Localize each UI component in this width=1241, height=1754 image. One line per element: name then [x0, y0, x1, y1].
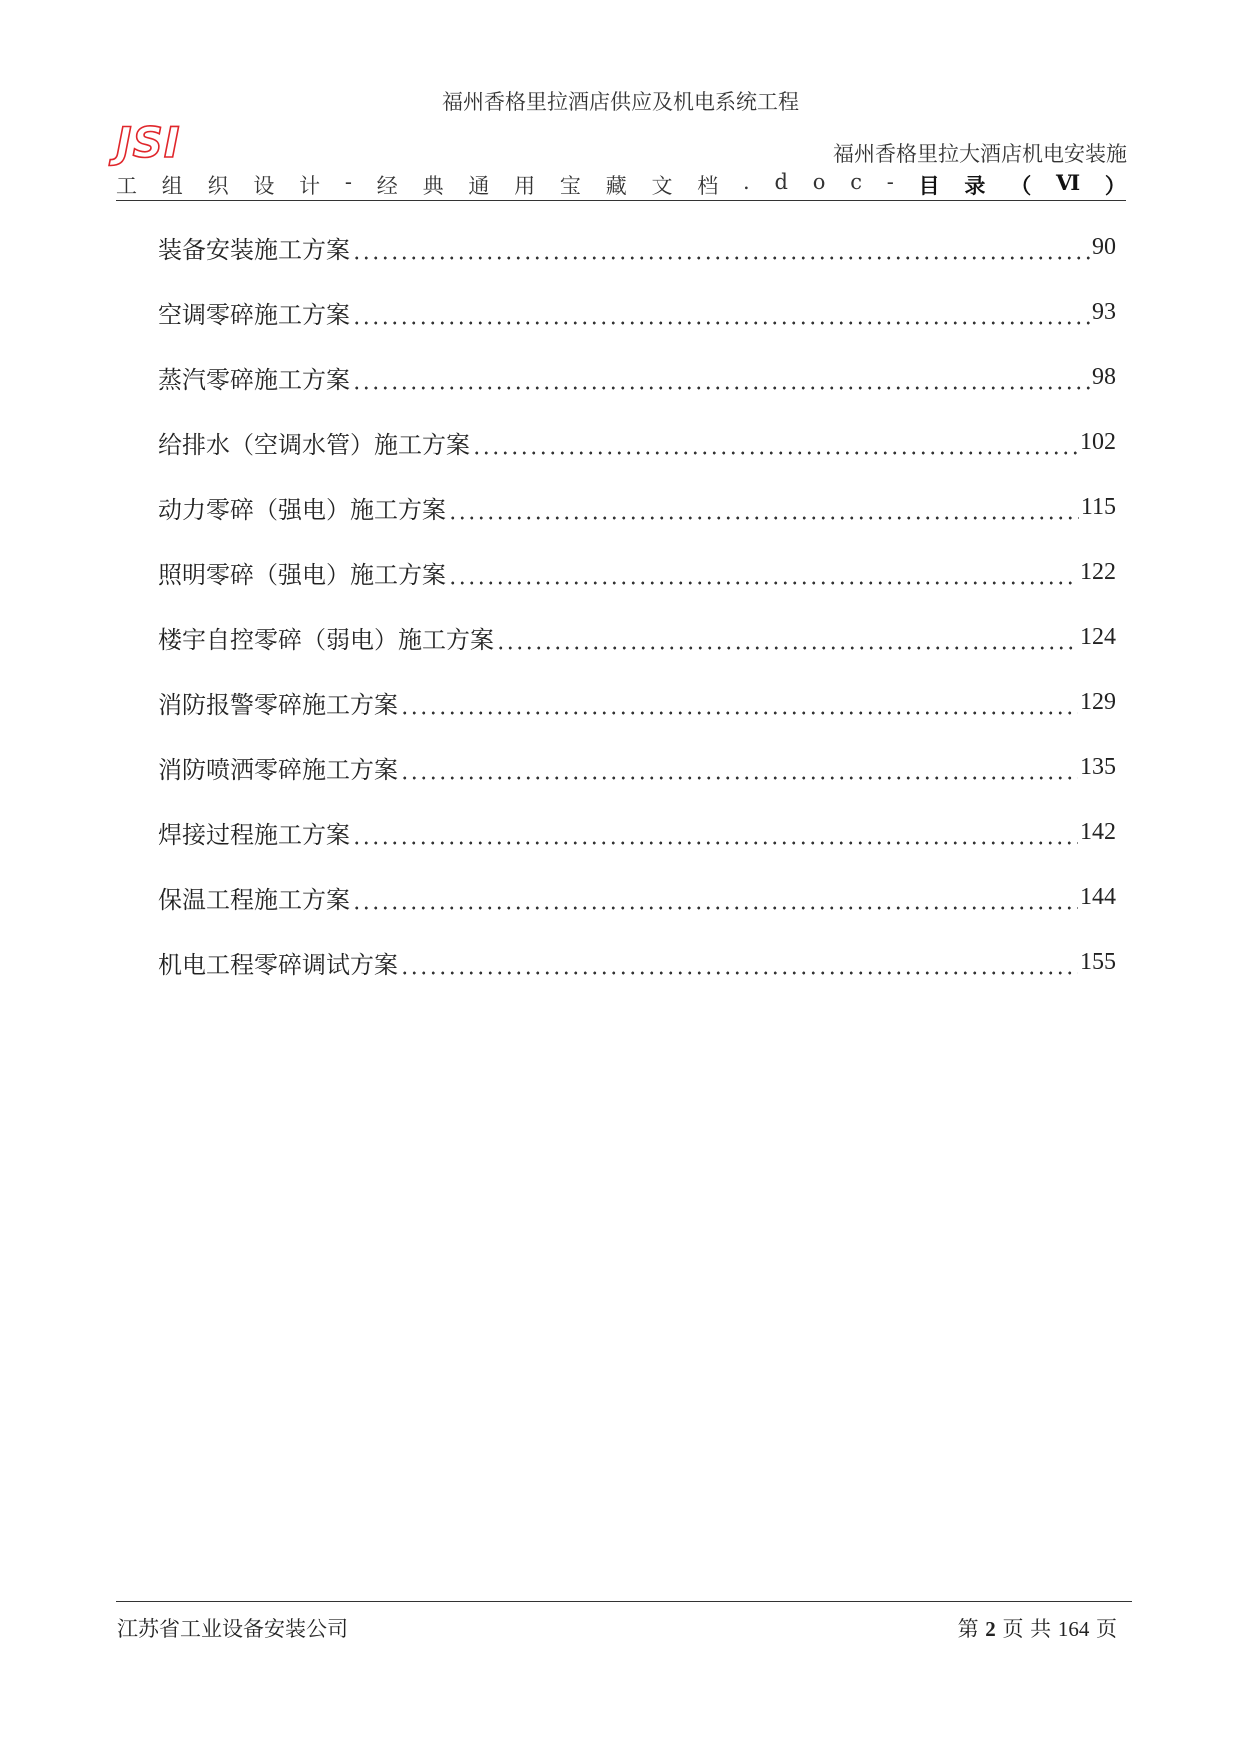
company-logo: JSI: [116, 118, 181, 167]
header-subtitle-char: 文: [651, 174, 673, 198]
footer-page-suffix: 页: [1096, 1617, 1117, 1641]
header-subtitle-bold-char: ）: [1104, 173, 1126, 198]
toc-dot-leader: [352, 821, 1078, 845]
toc-entry-title: 消防喷洒零碎施工方案: [158, 756, 398, 784]
header-subtitle-char: 档: [697, 174, 719, 198]
toc-entry[interactable]: [158, 540, 1116, 605]
toc-entry-title: 照明零碎（强电）施工方案: [158, 561, 446, 589]
toc-dot-leader: [400, 691, 1078, 715]
toc-dot-leader: [472, 431, 1078, 455]
footer-page-info: [958, 1613, 1117, 1643]
footer-divider: [116, 1601, 1132, 1602]
toc-entry-title: 装备安装施工方案: [158, 236, 350, 264]
toc-dot-leader: [352, 236, 1090, 260]
header-subtitle-char: d: [774, 170, 788, 194]
header-subtitle-bold-char: （: [1010, 173, 1032, 198]
header-right-text: 福州香格里拉大酒店机电安装施: [833, 142, 1127, 166]
toc-entry[interactable]: [158, 345, 1116, 410]
toc-entry-page: 93: [1092, 299, 1116, 325]
toc-entry[interactable]: [158, 735, 1116, 800]
toc-entry[interactable]: [158, 670, 1116, 735]
toc-entry-title: 消防报警零碎施工方案: [158, 691, 398, 719]
header-subtitle-char: 典: [422, 174, 444, 198]
toc-dot-leader: [400, 951, 1078, 975]
toc-entry[interactable]: [158, 475, 1116, 540]
header-subtitle-bold-char: 目: [918, 173, 940, 198]
toc-entry-page: 144: [1080, 884, 1116, 910]
footer-total-pages: 164: [1057, 1617, 1090, 1641]
toc-entry-page: 155: [1080, 949, 1116, 975]
toc-entry-title: 动力零碎（强电）施工方案: [158, 496, 446, 524]
toc-entry[interactable]: [158, 800, 1116, 865]
toc-entry-title: 机电工程零碎调试方案: [158, 951, 398, 979]
header-subtitle-char: 工: [116, 174, 137, 198]
header-subtitle-char: 藏: [605, 174, 627, 198]
toc-entry-page: 90: [1092, 234, 1116, 260]
toc-entry-title: 保温工程施工方案: [158, 886, 350, 914]
toc-dot-leader: [448, 561, 1078, 585]
document-header-title: 福州香格里拉酒店供应及机电系统工程: [442, 90, 799, 114]
header-subtitle-char: 通: [468, 174, 490, 198]
footer-current-page: 2: [985, 1617, 996, 1641]
toc-entry[interactable]: [158, 865, 1116, 930]
toc-entry-page: 98: [1092, 364, 1116, 390]
table-of-contents: [158, 215, 1116, 995]
toc-entry[interactable]: [158, 215, 1116, 280]
header-subtitle-char: o: [812, 170, 826, 194]
toc-entry[interactable]: [158, 280, 1116, 345]
header-divider: [116, 200, 1126, 201]
toc-entry-page: 102: [1080, 429, 1116, 455]
header-subtitle-bold-char: 录: [964, 173, 986, 198]
header-subtitle-char: -: [886, 170, 894, 194]
toc-entry-page: 135: [1080, 754, 1116, 780]
toc-entry-page: 124: [1080, 624, 1116, 650]
toc-entry-page: 115: [1080, 494, 1116, 520]
header-subtitle-char: -: [344, 170, 353, 194]
toc-entry-title: 空调零碎施工方案: [158, 301, 350, 329]
header-subtitle-line: [116, 170, 1126, 200]
toc-dot-leader: [352, 886, 1078, 910]
toc-entry[interactable]: [158, 605, 1116, 670]
toc-dot-leader: [448, 496, 1079, 520]
header-subtitle-char: 组: [161, 174, 183, 198]
toc-entry-page: 122: [1080, 559, 1116, 585]
toc-dot-leader: [352, 366, 1090, 390]
header-subtitle-char: 经: [376, 174, 398, 198]
toc-entry-title: 楼宇自控零碎（弱电）施工方案: [158, 626, 494, 654]
footer-page-prefix: 第: [957, 1617, 979, 1641]
toc-entry-page: 129: [1080, 689, 1116, 715]
toc-entry-title: 给排水（空调水管）施工方案: [158, 431, 470, 459]
toc-entry-title: 蒸汽零碎施工方案: [158, 366, 350, 394]
header-subtitle-char: 织: [207, 174, 229, 198]
toc-entry-title: 焊接过程施工方案: [158, 821, 350, 849]
footer-page-mid: 页 共: [1002, 1617, 1052, 1641]
toc-entry[interactable]: [158, 930, 1116, 995]
header-subtitle-char: 宝: [559, 174, 581, 198]
toc-dot-leader: [400, 756, 1078, 780]
toc-dot-leader: [352, 301, 1090, 325]
header-subtitle-char: 计: [299, 174, 321, 198]
header-subtitle-char: c: [850, 170, 862, 194]
header-subtitle-char: 用: [514, 174, 536, 198]
toc-entry[interactable]: [158, 410, 1116, 475]
header-subtitle-bold-char: Ⅵ: [1055, 170, 1081, 195]
toc-entry-page: 142: [1080, 819, 1116, 845]
toc-dot-leader: [496, 626, 1078, 650]
footer-company: 江苏省工业设备安装公司: [117, 1617, 348, 1641]
header-subtitle-char: .: [743, 170, 750, 194]
header-subtitle-char: 设: [253, 174, 275, 198]
